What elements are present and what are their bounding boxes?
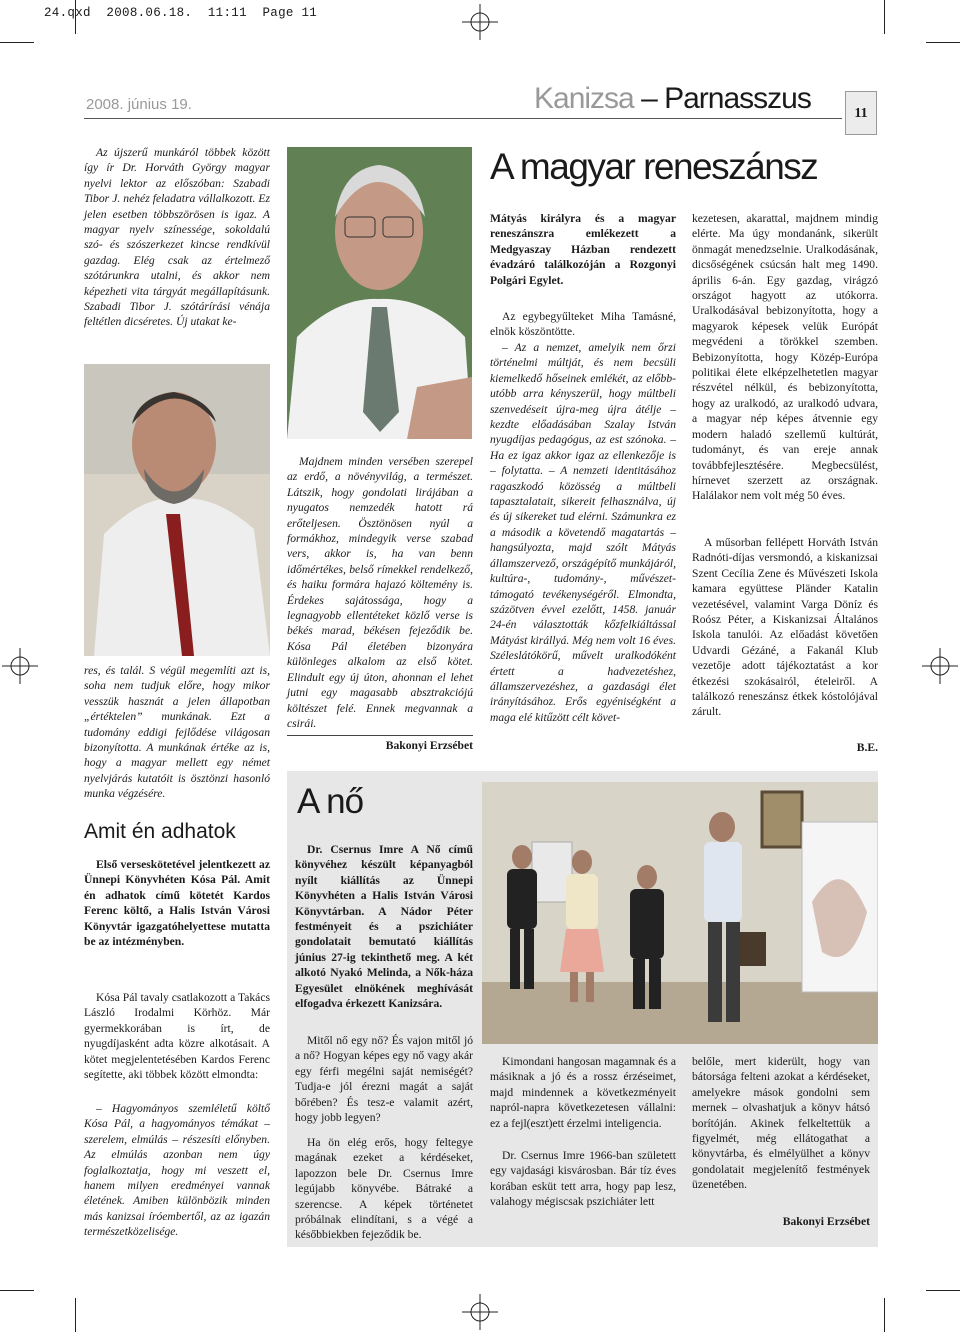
registration-mark-icon <box>462 4 498 40</box>
article-paragraph: Az egybegyűlteket Miha Tamásné, elnök köszöntötte. <box>490 310 676 339</box>
article-paragraph: Mitől nő egy nő? És vajon mitől jó a nő? Hogyan képes egy nő vagy akár egy férfi megélni saját nemiségét? Tudja-e jól érezni magát a saját bőrében? És tesz-e valamit azért, hogy jobb legyen? <box>295 1034 473 1125</box>
registration-mark-icon <box>922 648 958 684</box>
byline: Bakonyi Erzsébet <box>782 1215 870 1228</box>
article-paragraph: – Az a nemzet, amelyik nem őrzi történelmi múltját, és nem becsüli kiemelkedő hőseinek emlékét, az előbb-utóbb arra kényszerül, hogy múltbeli szenvedéseit újra-meg újra átélje – kezdte előadásában Szalay István nyugdíjas pedagógus, az est szónoka. – Ha ez igaz akkor igaz az ellenkezője is – folytatta. – A nemzeti identitásához ragaszkodó közösség a múltbeli tapasztalatait, sikereit felhasználva, új és új sikereket tud elérni. Számunkra ez a második a követendő magatartás – hangsúlyozta, majd szólt Mátyás államszervező, országépítő munkájáról, kultúra-, tudomány-, művészet-támogató tevékenységéről. Elmondta, százötven évvel ezelőtt, 1458. január 24-én választották kőzfelkiáltással Mátyást királlyá. Még nem volt 16 éves. Széleslátókörű, művelt uralkodóként értett a hadvezetéshez, államszervezéshez, a gazdasági élet irányításához. Erős egyéniségként a maga elé kitűzött célt követ- <box>490 341 676 724</box>
crop-mark <box>884 1298 885 1332</box>
article-heading: Amit én adhatok <box>84 820 236 843</box>
article-paragraph: Dr. Csernus Imre 1966-ban született egy vajdasági kisvárosban. Bár tíz éves korában esküt tett arra, hogy pap lesz, valahogy mégiscsak pszichiáter lett <box>490 1149 676 1209</box>
registration-mark-icon <box>2 648 38 684</box>
article-paragraph: Kósa Pál tavaly csatlakozott a Takács László Irodalmi Körhöz. Már gyermekkorában is írt, de nyugdíjasként adta közre alkotásait. A kötet megjelentetésében Kardos Ferenc segítette, aki többek között elmondta: <box>84 991 270 1082</box>
crop-mark <box>884 0 885 34</box>
registration-mark-icon <box>462 1294 498 1330</box>
article-paragraph: A műsorban fellépett Horváth István Radnóti-díjas versmondó, a kiskanizsai Szent Cecília Zene és Művészeti Iskola kamara együttese Pländer Katalin vezetésével, valamint Varga Döníz és Roósz Péter, a Kiskanizsai Általános Iskola tanulói. Az előadást követően Udvardi Gézáné, a Fakanál Klub vezetője adott tájékoztatást a kor étkezési szokásairól, ételeiről. A találkozó reneszánsz étkek kóstolójával zárult. <box>692 536 878 719</box>
article-heading: A nő <box>297 782 364 821</box>
crop-mark <box>926 42 960 43</box>
portrait-photo <box>287 147 472 439</box>
exhibition-photo <box>482 782 878 1044</box>
article-heading: A magyar reneszánsz <box>490 146 818 187</box>
section-masthead: Kanizsa – Parnasszus <box>534 82 811 115</box>
article-paragraph: Kimondani hangosan magamnak és a másiknak a jó és a rossz érzéseimet, majd mindennek a következményeit napról-napra következetesen vállalni: ez a fejl(eszt)ett érzelmi inteligencia. <box>490 1055 676 1130</box>
col1-paragraph-cont: res, és talál. S végül megemlíti azt is, soha nem tudjuk előre, hogy mikor vesszük hasznát a jelen állapotban „értéktelen” munkának. Ezt a tudomány eddigi fejlődése világosan bizonyította. A munkának értéke az is, hogy a magyar mellett egy német nyelvjárás kutatóit is ösztönzi hasonló munka végzésére. <box>84 664 270 801</box>
article-lead: Mátyás királyra és a magyar reneszánszra emlékezett a Medgyaszay Házban rendezett évadzáró találkozóján a Rozgonyi Polgári Egylet. <box>490 212 676 287</box>
slug-line: 24.qxd 2008.06.18. 11:11 Page 11 <box>44 6 318 20</box>
col1-paragraph: Az újszerű munkáról többek között így ír Dr. Horváth György magyar nyelvi lektor az előszóban: Szabadi Tibor J. nehéz feladatra vállalkozott. Ez jelen esetben többszörösen is igaz. A magyar nyelv színessége, sokoldalú szó- és szószerkezet kincse rendkívül gazdag. Elég csak az értelmező szótárunkra utalni, és akkor nem képezheti vita tárgyát megállapításunk. Szabadi Tibor J. szótárírási vénája feltétlen dicséretes. Új utakat ke- <box>84 146 270 329</box>
crop-mark <box>0 1290 34 1291</box>
crop-mark <box>0 42 34 43</box>
crop-mark <box>75 1298 76 1332</box>
byline: Bakonyi Erzsébet <box>385 739 473 752</box>
article-paragraph: belőle, mert kiderült, hogy van bátorsága felteni azokat a kérdéseket, amelyekre mások gondolni sem mernek – olvashatjuk a könyv hátsó borítóján. Akinek felkeltettük a figyelmét, még ellátogathat a könyvtárba, és elmélyülhet a könyv gondolatait megjelenítő festmények üzenetében. <box>692 1055 870 1192</box>
portrait-photo <box>84 364 270 656</box>
col2-paragraph: Majdnem minden versében szerepel az erdő, a növényvilág, a természet. Látszik, hogy gondolati lirájában a nyugatos nemzedék hatott rá erőteljesen. Ösztönösen nyúl a formákhoz, mindegyik verse szabad vers, akkor is, ha van benn időmértékes, belső rímekkel rendelkező, és haiku formára hajazó költemény is. Érdekes sajátossága, hogy a legnagyobb ellentéteket közlő verse is békés marad, békésen fejeződik be. Kósa Pál életében bizonyára különleges alkalom az első kötet. Elindult egy új úton, ahonnan el lehet jutni egy magasabb absztrakciójú költészet felé. Ennek megvannak a csirái. <box>287 455 473 730</box>
crop-mark <box>926 1290 960 1291</box>
article-paragraph: kezetesen, akarattal, majdnem mindig elérte. Ma úgy mondanánk, sikerült önmagát menedzselnie. Uralkodásának, dicsőségének csúcsán halt meg 1490. április 6-án. Egy gazdag, virágzó országot hagyott az utókorra. Uralkodásával bebizonyította, hogy a magyarok képesek velük Európát megvédeni a törökkel szemben. Bebizonyította, hogy Közép-Európa politikai élete elképzelhetetlen magyar részvétel nélkül, és bebizonyította, hogy az uralkodó, az uralkodó udvara, a magyar nép képes átvennie egy modern haladó szellemű kultúrát, tudományt, és van ereje annak továbbfejlesztésére. Megbecsülést, hírnevet szerzett az országnak. Halálakor nem volt még 50 éves. <box>692 212 878 503</box>
byline: B.E. <box>856 741 878 754</box>
article-lead: Dr. Csernus Imre A Nő című könyvéhez készült képanyagból nyílt kiállítás az Ünnepi Könyvhéten a Halis István Városi Könyvtárban. A Nádor Péter festményeit és a pszichiáter gondolatait bemutató kiállítás június 27-ig tekinthető meg. A két alkotó Nyakó Melinda, a Nők-háza Egyesület elnökének meghívását elfogadva érkezett Kanizsára. <box>295 843 473 1011</box>
page-number: 11 <box>845 91 877 135</box>
article-lead: Első verseskötetével jelentkezett az Ünnepi Könyvhéten Kósa Pál. Amit én adhatok című kötetét Kardos Ferenc költő, a Halis István Városi Könyvtár igazgatóhelyettese mutatta be az intézményben. <box>84 858 270 949</box>
issue-date: 2008. június 19. <box>86 96 192 113</box>
article-paragraph: – Hagyományos szemléletű költő Kósa Pál, a hagyományos témákat – szerelem, elmúlás – részesíti előnyben. Az elmúlás azonban nem úgy foglalkoztatja, hogy mi veszett el, hanem milyen eredményei vannak életének. Amiben különbözik minden más kanizsai íróembertől, az az igazán természetközelisége. <box>84 1102 270 1239</box>
article-paragraph: Ha ön elég erős, hogy feltegye magának ezeket a kérdéseket, lapozzon bele Dr. Csernus Imre legújabb könyvébe. Bátraké a szerencse. A képek történetet próbálnak elindítani, s a végé a későbbiekben fejeződik be. <box>295 1136 473 1242</box>
